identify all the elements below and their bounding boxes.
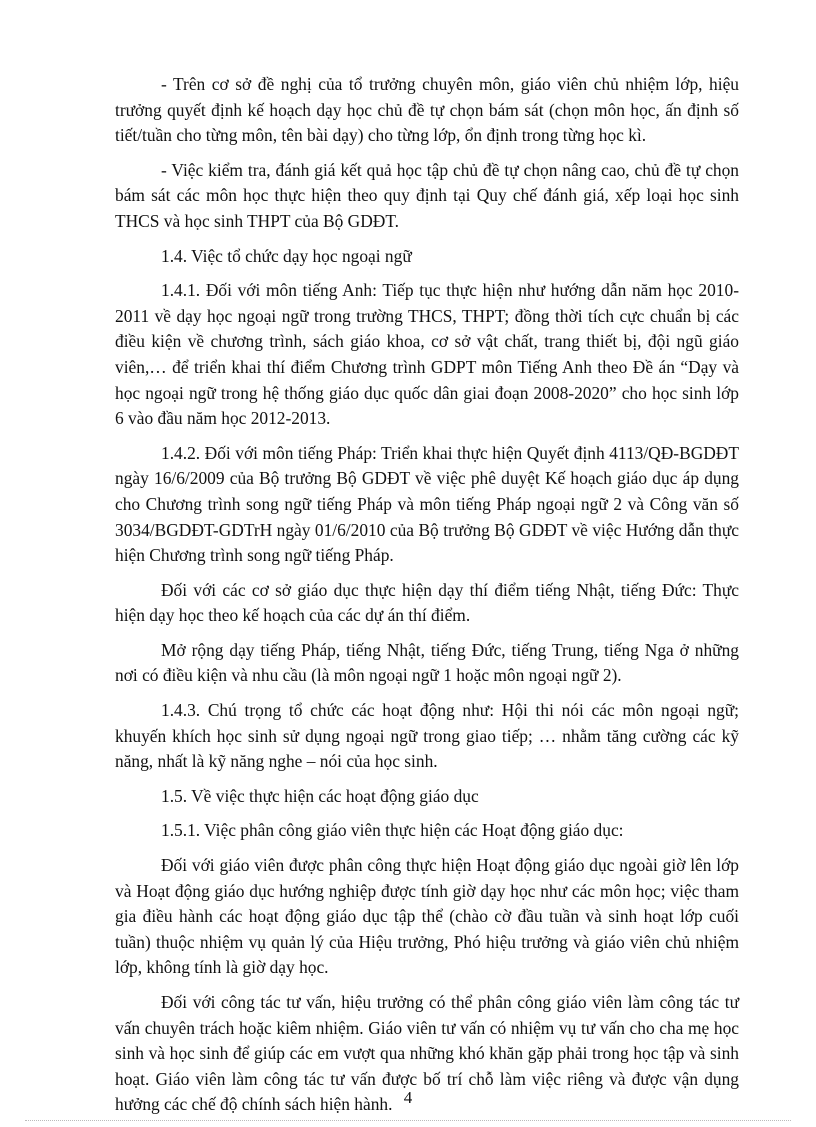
subsection-heading: 1.5.1. Việc phân công giáo viên thực hiện các Hoạt động giáo dục: [161,820,624,841]
page-number: 4 [403,1088,413,1107]
paragraph: - Việc kiểm tra, đánh giá kết quả học tập chủ đề tự chọn nâng cao, chủ đề tự chọn bám sát các môn học thực hiện theo quy định tại Quy chế đánh giá, xếp loại học sinh THCS và học sinh THPT của Bộ GDĐT. [115,159,739,231]
paragraph: Mở rộng dạy tiếng Pháp, tiếng Nhật, tiếng Đức, tiếng Trung, tiếng Nga ở những nơi có điều kiện và nhu cầu (là môn ngoại ngữ 1 hoặc môn ngoại ngữ 2). [115,639,739,686]
paragraph: - Trên cơ sở đề nghị của tổ trưởng chuyên môn, giáo viên chủ nhiệm lớp, hiệu trưởng quyết định kế hoạch dạy học chủ đề tự chọn bám sát (chọn môn học, ấn định số tiết/tuần cho từng môn, tên bài dạy) cho từng lớp, ổn định trong từng học kì. [115,74,739,146]
paragraph: Đối với giáo viên được phân công thực hiện Hoạt động giáo dục ngoài giờ lên lớp và Hoạt động giáo dục hướng nghiệp được tính giờ dạy học như các môn học; việc tham gia điều hành các hoạt động giáo dục tập thể (chào cờ đầu tuần và sinh hoạt lớp cuối tuần) thuộc nhiệm vụ quản lý của Hiệu trưởng, Phó hiệu trưởng và giáo viên chủ nhiệm lớp, không tính là giờ dạy học. [115,855,739,978]
document-body [115,72,739,1127]
paragraph: 1.4.2. Đối với môn tiếng Pháp: Triển khai thực hiện Quyết định 4113/QĐ-BGDĐT ngày 16/6/2009 của Bộ trưởng Bộ GDĐT về việc phê duyệt Kế hoạch giáo dục áp dụng cho Chương trình song ngữ tiếng Pháp và môn tiếng Pháp ngoại ngữ 2 và Công văn số 3034/BGDĐT-GDTrH ngày 01/6/2010 của Bộ trưởng Bộ GDĐT về việc Hướng dẫn thực hiện Chương trình song ngữ tiếng Pháp. [115,442,739,566]
section-heading: 1.5. Về việc thực hiện các hoạt động giáo dục [161,785,479,806]
paragraph: 1.4.1. Đối với môn tiếng Anh: Tiếp tục thực hiện như hướng dẫn năm học 2010-2011 về dạy học ngoại ngữ trong trường THCS, THPT; đồng thời tích cực chuẩn bị các điều kiện về chương trình, sách giáo khoa, cơ sở vật chất, trang thiết bị, đội ngũ giáo viên,… để triển khai thí điểm Chương trình GDPT môn Tiếng Anh theo Đề án “Dạy và học ngoại ngữ trong hệ thống giáo dục quốc dân giai đoạn 2008-2020” cho học sinh lớp 6 vào đầu năm học 2012-2013. [115,280,739,429]
section-heading: 1.4. Việc tổ chức dạy học ngoại ngữ [161,245,412,266]
paragraph: Đối với công tác tư vấn, hiệu trưởng có thể phân công giáo viên làm công tác tư vấn chuyên trách hoặc kiêm nhiệm. Giáo viên tư vấn có nhiệm vụ tư vấn cho cha mẹ học sinh và học sinh để giúp các em vượt qua những khó khăn gặp phải trong học tập và sinh hoạt. Giáo viên làm công tác tư vấn được bố trí chỗ làm việc riêng và được vận dụng hưởng các chế độ chính sách hiện hành. [115,992,739,1115]
page-bottom-border [25,1120,791,1121]
paragraph: Đối với các cơ sở giáo dục thực hiện dạy thí điểm tiếng Nhật, tiếng Đức: Thực hiện dạy học theo kế hoạch của các dự án thí điểm. [115,579,739,626]
paragraph: 1.4.3. Chú trọng tổ chức các hoạt động như: Hội thi nói các môn ngoại ngữ; khuyến khích học sinh sử dụng ngoại ngữ trong giao tiếp; … nhằm tăng cường các kỹ năng, nhất là kỹ năng nghe – nói của học sinh. [115,700,739,772]
